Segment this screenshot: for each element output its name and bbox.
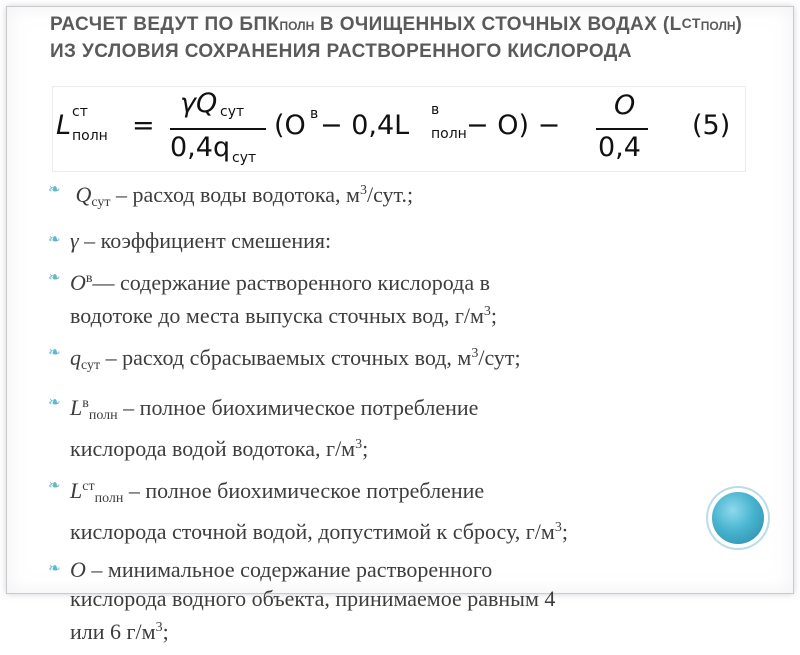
formula-middle-mid: − 0,4L <box>320 110 410 141</box>
formula-5 <box>52 86 746 172</box>
list-item: ❧ $L^{ст}полн$ – полное биохимическое потребление кислорода сточной водой, допустимой к сбросу, $г/м^3$; <box>48 472 768 546</box>
formula-lhs-L: L <box>56 110 72 141</box>
formula-lhs-sup: ст <box>72 104 88 120</box>
formula-middle-sup: в <box>310 106 319 122</box>
formula-num1: γQ <box>180 88 218 119</box>
list-item: ❧ $O^в—$ содержание растворенного кислорода в водотоке до места выпуска сточных вод, $г/м^3$; <box>48 264 768 330</box>
formula-den1: 0,4q <box>170 132 231 163</box>
bullet-icon: ❧ <box>48 345 61 361</box>
formula-middle-L-sub: полн <box>431 126 467 142</box>
bullet-icon: ❧ <box>48 395 61 411</box>
formula-num1-sub: сут <box>220 104 245 120</box>
list-item: ❧ qсут – расход сбрасываемых сточных вод, $м^3$/сут; <box>48 339 768 380</box>
formula-middle-pre: (O <box>274 110 306 141</box>
formula-den1-sub: сут <box>232 150 257 166</box>
bullet-icon: ❧ <box>48 561 61 577</box>
bullet-icon: ❧ <box>48 232 61 248</box>
formula-middle-post: − O) − <box>466 110 561 141</box>
list-item: ❧ Qсут – расход воды водотока, $м^3$/сут.; <box>48 176 768 217</box>
bullet-icon: ❧ <box>48 182 61 198</box>
formula-frac2-line <box>596 128 648 130</box>
list-item: ❧ γ – коэффициент смешения: <box>48 228 332 253</box>
legend-list <box>48 176 768 655</box>
bullet-icon: ❧ <box>48 478 61 494</box>
formula-frac1-line <box>170 128 266 130</box>
decorative-orb-icon <box>712 492 764 544</box>
formula-num2: O <box>614 90 636 121</box>
formula-lhs-sub: полн <box>72 128 108 144</box>
list-item: ❧ O – минимальное содержание растворенного кислорода водного объекта, принимаемое равным 4 или 6 $г/м^3$; <box>48 557 556 644</box>
formula-den2: 0,4 <box>598 132 641 163</box>
formula-equals: = <box>132 110 155 141</box>
formula-middle-L-sup: в <box>431 102 440 118</box>
bullet-icon: ❧ <box>48 270 61 286</box>
list-item: ❧ $L^вполн$ – полное биохимическое потребление кислорода водой водотока, $г/м^3$; <box>48 389 768 463</box>
formula-number: (5) <box>692 110 731 141</box>
slide-title: РАСЧЕТ ВЕДУТ ПО БПКПОЛН В ОЧИЩЕННЫХ СТОЧНЫХ ВОДАХ (LСТПОЛН) ИЗ УСЛОВИЯ СОХРАНЕНИЯ РАСТВОРЕННОГО КИСЛОРОДА <box>50 14 743 62</box>
